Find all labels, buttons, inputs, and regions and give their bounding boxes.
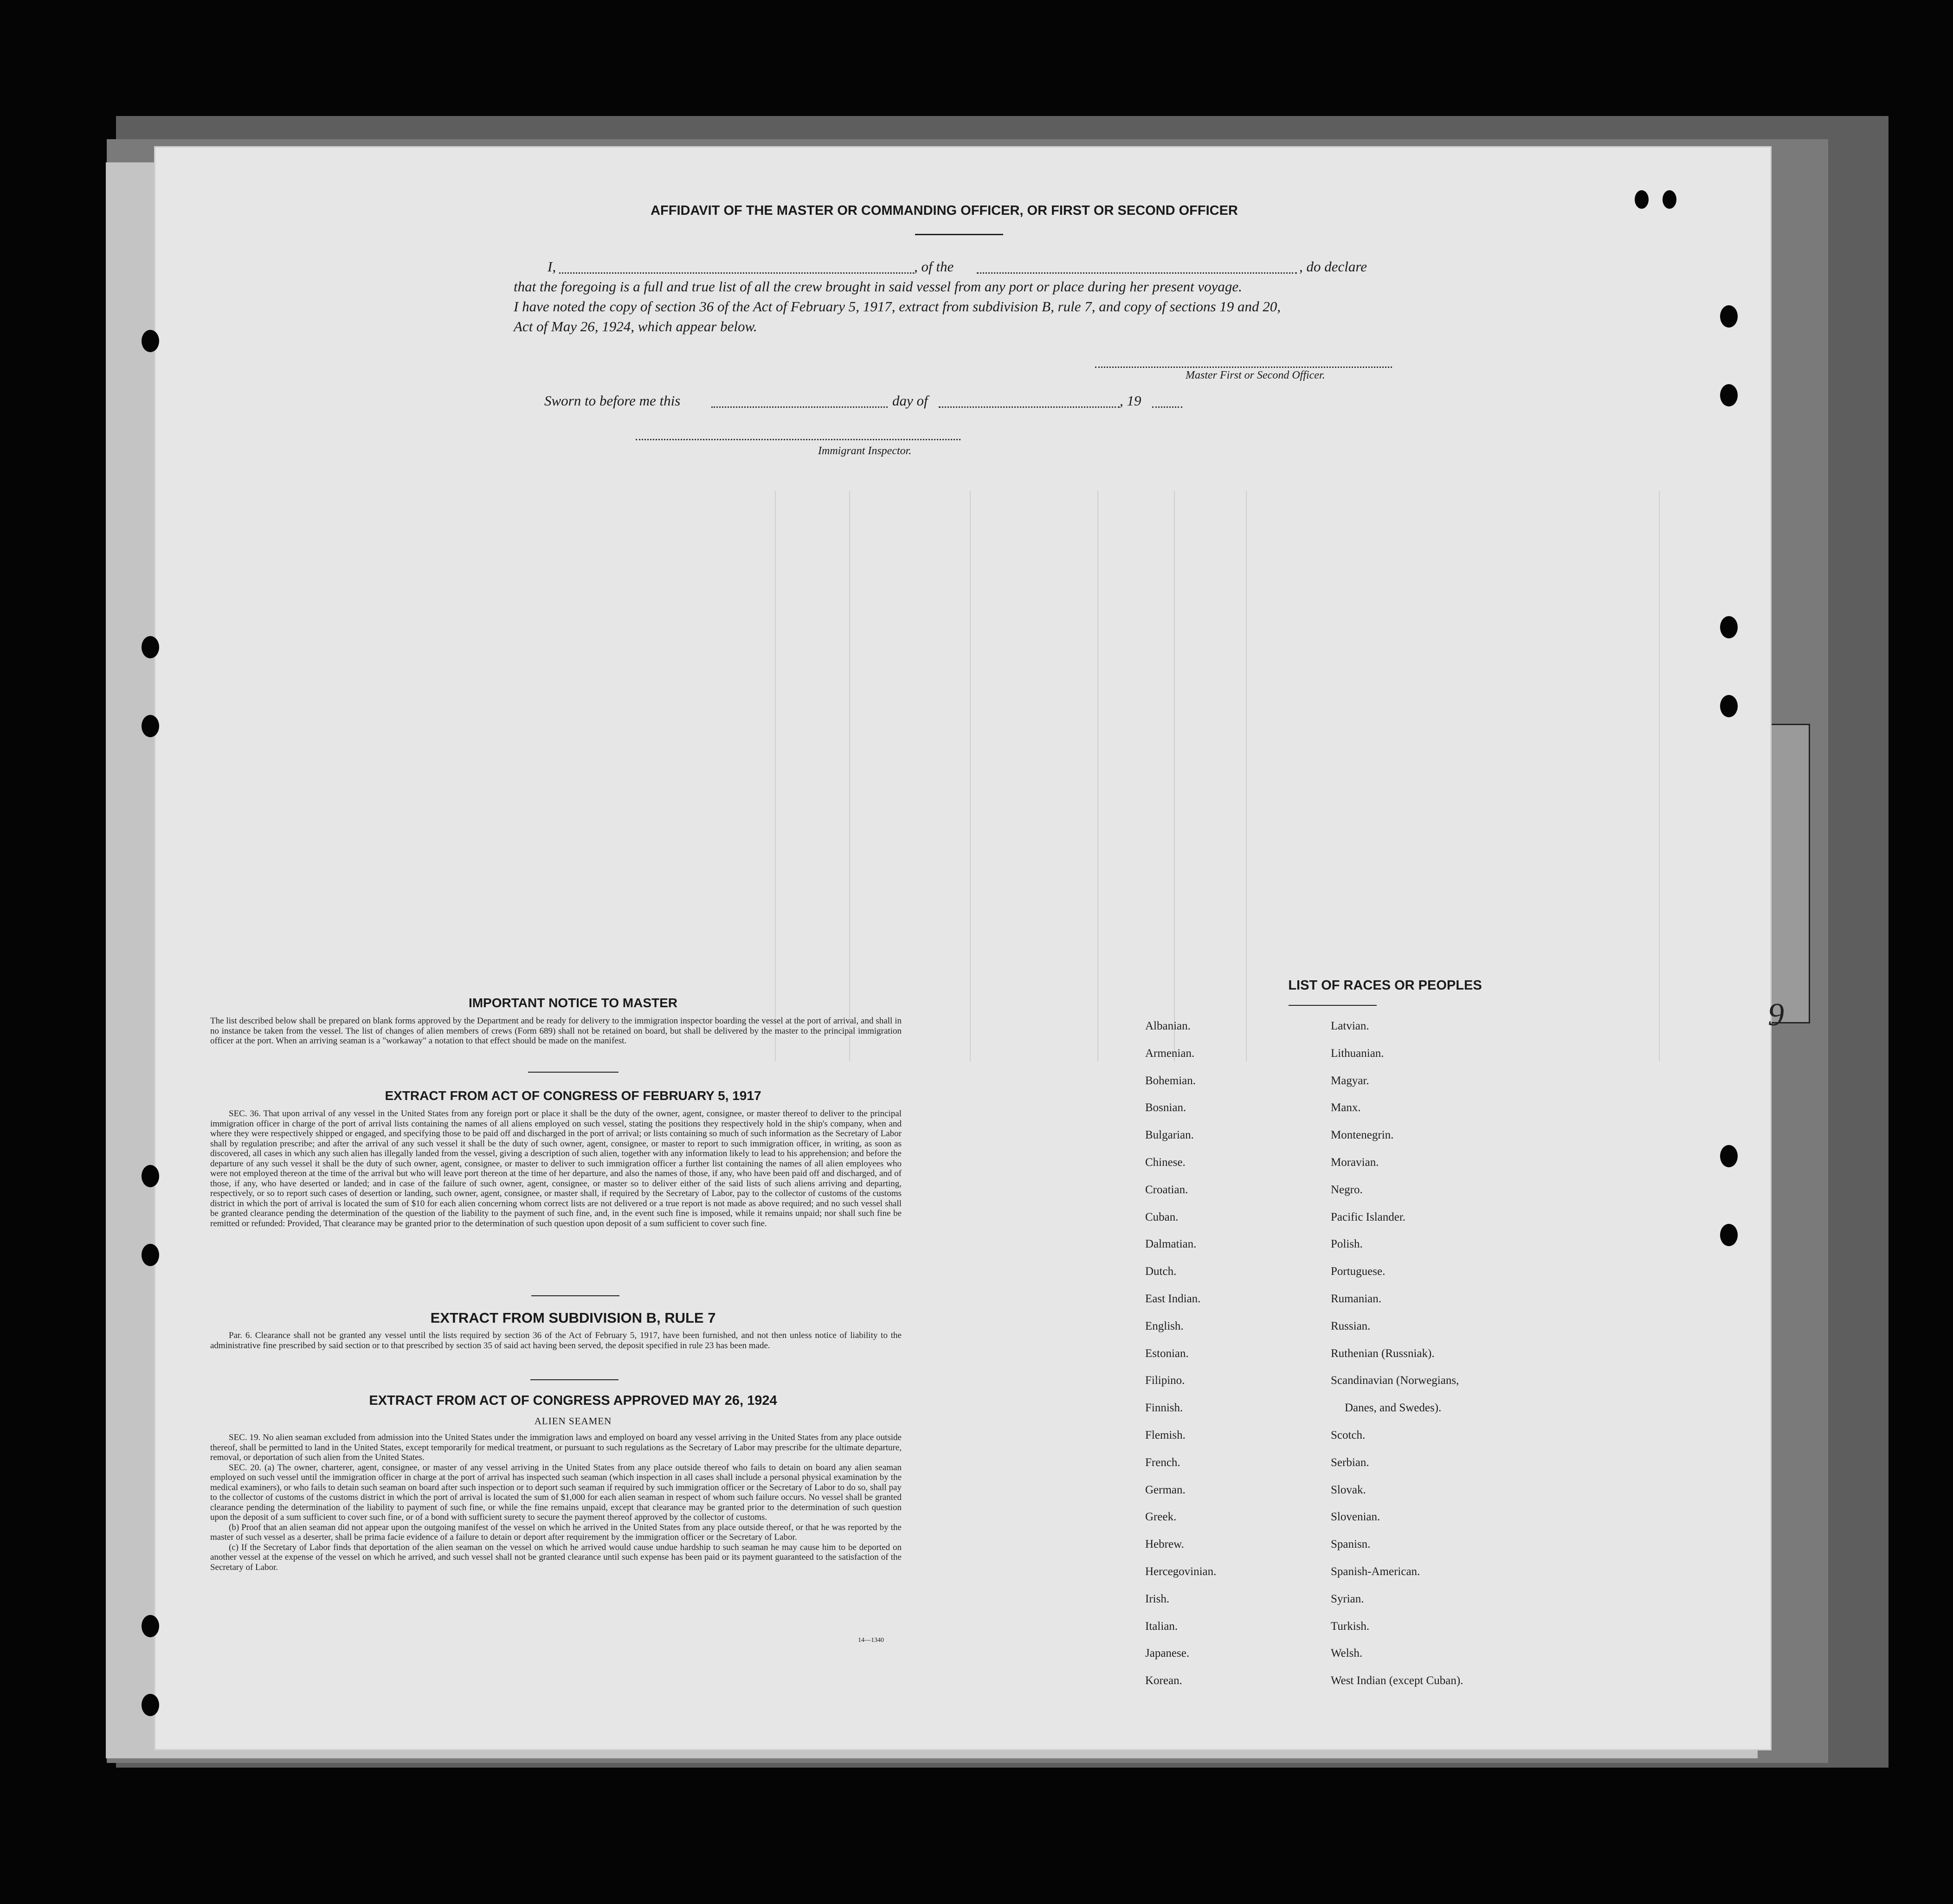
punch-hole <box>142 636 159 658</box>
race-item: Armenian. <box>1145 1047 1195 1060</box>
punch-hole <box>1635 190 1649 209</box>
race-item: Albanian. <box>1145 1020 1191 1032</box>
sworn-day-field[interactable] <box>711 392 888 408</box>
section-rule <box>528 1072 619 1073</box>
race-item: Spanisn. <box>1331 1538 1371 1551</box>
punch-hole <box>1720 1145 1738 1167</box>
notice-title: IMPORTANT NOTICE TO MASTER <box>468 996 678 1010</box>
punch-hole <box>142 330 159 352</box>
race-item: Dalmatian. <box>1145 1238 1197 1251</box>
show-through-line <box>1659 491 1660 1061</box>
race-item: Scandinavian (Norwegians, <box>1331 1374 1459 1387</box>
show-through-line <box>1174 491 1175 1061</box>
race-item: Japanese. <box>1145 1647 1190 1660</box>
sec20b-text: (b) Proof that an alien seaman did not appear upon the outgoing manifest of the vessel on which he arrived in the United States from any place outside thereof, or that he was reported by the master of such vessel as a deserter, shall be prima facie evidence of a failure to detain or deport after requirement by the immigration officer or the Secretary of Labor. <box>210 1522 902 1542</box>
sworn-label: Sworn to before me this <box>544 392 681 409</box>
extract-rule7-title: EXTRACT FROM SUBDIVISION B, RULE 7 <box>430 1310 716 1326</box>
show-through-line <box>1246 491 1247 1061</box>
of-the-label: , of the <box>914 258 954 275</box>
race-item: Greek. <box>1145 1511 1177 1524</box>
punch-hole <box>1720 1224 1738 1246</box>
race-item: Bosnian. <box>1145 1101 1186 1114</box>
section-rule <box>531 1295 619 1296</box>
sec20c-text: (c) If the Secretary of Labor finds that deportation of the alien seaman on the vessel on which he arrived would cause undue hardship to such seaman he may cause him to be deported on another vessel at the expense of the vessel on which he arrived, and such vessel shall not be granted clearance until such expense has been paid or its payment guaranteed to the satisfaction of the Secretary of Labor. <box>210 1542 902 1572</box>
races-title-rule <box>1289 1005 1377 1006</box>
race-item: Negro. <box>1331 1183 1363 1196</box>
race-item: Slovak. <box>1331 1483 1366 1496</box>
affidavit-title: AFFIDAVIT OF THE MASTER OR COMMANDING OFFICER, OR FIRST OR SECOND OFFICER <box>651 203 1238 218</box>
race-item: English. <box>1145 1319 1184 1332</box>
show-through-line <box>775 491 776 1061</box>
race-item: Filipino. <box>1145 1374 1185 1387</box>
sworn-month-field[interactable] <box>939 392 1120 408</box>
day-of-label: day of <box>892 392 928 409</box>
inspector-caption: Immigrant Inspector. <box>818 445 912 457</box>
affidavit-line2: that the foregoing is a full and true list of all the crew brought in said vessel from any port or place during her present voyage. <box>514 278 1242 295</box>
master-signature-line[interactable] <box>1095 362 1392 368</box>
race-item: Russian. <box>1331 1319 1371 1332</box>
extract-1924-subtitle: ALIEN SEAMEN <box>534 1415 612 1427</box>
race-item: Magyar. <box>1331 1074 1369 1087</box>
race-item: Lithuanian. <box>1331 1047 1384 1060</box>
punch-hole <box>1720 695 1738 717</box>
race-item: Polish. <box>1331 1238 1363 1251</box>
race-item: East Indian. <box>1145 1293 1201 1305</box>
affidavit-line3: I have noted the copy of section 36 of the Act of February 5, 1917, extract from subdivision B, rule 7, and copy of sections 19 and 20, <box>514 298 1281 315</box>
race-item: Scotch. <box>1331 1429 1366 1441</box>
race-item: Danes, and Swedes). <box>1345 1402 1442 1415</box>
race-item: Cuban. <box>1145 1210 1179 1223</box>
race-item: Hercegovinian. <box>1145 1565 1217 1578</box>
handwritten-mark: 9 <box>1768 997 1784 1033</box>
race-item: Bulgarian. <box>1145 1129 1194 1142</box>
extract-1924-title: EXTRACT FROM ACT OF CONGRESS APPROVED MAY 26, 1924 <box>369 1393 777 1408</box>
race-item: Pacific Islander. <box>1331 1210 1406 1223</box>
race-item: Syrian. <box>1331 1592 1364 1605</box>
show-through-line <box>849 491 850 1061</box>
do-declare-label: , do declare <box>1299 258 1367 275</box>
race-item: Flemish. <box>1145 1429 1186 1441</box>
vessel-field[interactable] <box>977 258 1297 274</box>
race-item: Irish. <box>1145 1592 1170 1605</box>
races-title: LIST OF RACES OR PEOPLES <box>1288 978 1482 993</box>
race-item: Croatian. <box>1145 1183 1188 1196</box>
race-item: Spanish-American. <box>1331 1565 1420 1578</box>
race-item: German. <box>1145 1483 1186 1496</box>
name-field[interactable] <box>559 258 914 274</box>
race-item: Korean. <box>1145 1674 1182 1687</box>
race-item: Dutch. <box>1145 1265 1177 1278</box>
affidavit-line1 <box>548 258 1420 275</box>
race-item: Portuguese. <box>1331 1265 1386 1278</box>
punch-hole <box>1663 190 1676 209</box>
race-item: Latvian. <box>1331 1020 1369 1032</box>
race-item: Finnish. <box>1145 1402 1183 1415</box>
extract-1924-body <box>210 1433 902 1572</box>
race-item: Welsh. <box>1331 1647 1363 1660</box>
sec20a-text: SEC. 20. (a) The owner, charterer, agent, consignee, or master of any vessel arriving in the United States from any place outside thereof who fails to detain on board any alien seaman employed on such vessel until the immigration officer in charge at the port of arrival has inspected such seaman (which inspection in all cases shall include a personal physical examination by the medical examiners), or who fails to detain such seaman on board after such inspection or to deport such seaman if required by such immigration officer or the Secretary of Labor to do so, shall pay to the collector of customs of the customs district in which the port of arrival is located the sum of $1,000 for each alien seaman in respect of whom such failure occurs. No vessel shall be granted clearance pending the determination of the liability to payment of such fine, or while the fine remains unpaid, except that clearance may be granted prior to the determination of such question upon the deposit of a sum sufficient to cover such fine, or of a bond with sufficient surety to secure the payment thereof approved by the collector of customs. <box>210 1462 902 1522</box>
race-item: Bohemian. <box>1145 1074 1196 1087</box>
year-label: , 19 <box>1120 392 1141 409</box>
race-item: Serbian. <box>1331 1456 1369 1469</box>
sec19-text: SEC. 19. No alien seaman excluded from admission into the United States under the immigration laws and employed on board any vessel arriving in the United States from any place outside thereof, shall be permitted to land in the United States, except temporarily for medical treatment, or pursuant to such regulations as the Secretary of Labor may prescribe for the ultimate departure, removal, or deportation of such alien from the United States. <box>210 1433 902 1462</box>
side-stamp-tab <box>1770 724 1810 1023</box>
section-rule <box>530 1379 619 1380</box>
master-caption: Master First or Second Officer. <box>1186 369 1325 381</box>
race-item: Estonian. <box>1145 1347 1189 1360</box>
punch-hole <box>1720 305 1738 328</box>
inspector-signature-line[interactable] <box>636 434 960 440</box>
punch-hole <box>142 1615 159 1637</box>
punch-hole <box>142 715 159 737</box>
race-item: Hebrew. <box>1145 1538 1184 1551</box>
race-item: French. <box>1145 1456 1180 1469</box>
extract-1917-text: SEC. 36. That upon arrival of any vessel in the United States from any foreign port or place it shall be the duty of the owner, agent, consignee, or master thereof to deliver to the principal immigration officer in charge of the port of arrival lists containing the names of all aliens employed on such vessel, stating the positions they respectively hold in the ship's company, when and where they were respectively shipped or engaged, and specifying those to be paid off and discharged in the port of arrival; or lists containing so much of such information as the Secretary of Labor shall by regulation prescribe; and after the arrival of any such vessel it shall be the duty of such owner, agent, consignee, or master to report to such immigration officer, in writing, as soon as discovered, all cases in which any such alien has illegally landed from the vessel, giving a description of such alien, together with any information likely to lead to his apprehension; and before the departure of any such vessel it shall be the duty of such owner, agent, consignee, or master to deliver to such immigration officer a further list containing the names of all alien employees who were not employed thereon at the time of the arrival but who will leave port thereon at the time of her departure, and also the names of those, if any, who have been paid off and discharged, and of those, if any, who have deserted or landed; and in case of the failure of such owner, agent, consignee, or master so to deliver either of the said lists of such aliens arriving and departing, respectively, or so to report such cases of desertion or landing, such owner, agent, consignee, or master shall, if required by the Secretary of Labor, pay to the collector of customs of the customs district in which the port of arrival is located the sum of $10 for each alien concerning whom correct lists are not delivered or a true report is not made as above required; and no such vessel shall be granted clearance pending the determination of the question of the liability to the payment of such fine, and, in the event such fine is imposed, while it remains unpaid; nor shall such fine be remitted or refunded: Provided, That clearance may be granted prior to the determination of such question upon deposit of a sum sufficient to cover such fine. <box>210 1109 902 1229</box>
race-item: Italian. <box>1145 1620 1178 1633</box>
punch-hole <box>142 1694 159 1716</box>
race-item: Slovenian. <box>1331 1511 1380 1524</box>
punch-hole <box>142 1244 159 1266</box>
extract-1917-title: EXTRACT FROM ACT OF CONGRESS OF FEBRUARY 5, 1917 <box>385 1088 761 1103</box>
affidavit-line4: Act of May 26, 1924, which appear below. <box>514 318 757 334</box>
extract-rule7-text: Par. 6. Clearance shall not be granted any vessel until the lists required by section 36 of the Act of February 5, 1917, have been furnished, and not then unless notice of liability to the administrative fine prescribed by said section or to that prescribed by section 35 of said act having been served, the deposit specified in rule 23 has been made. <box>210 1331 902 1351</box>
i-label: I, <box>548 258 556 275</box>
sworn-line <box>544 392 1379 409</box>
race-item: Montenegrin. <box>1331 1129 1394 1142</box>
race-item: Ruthenian (Russniak). <box>1331 1347 1435 1360</box>
race-item: Rumanian. <box>1331 1293 1382 1305</box>
race-item: West Indian (except Cuban). <box>1331 1674 1463 1687</box>
affidavit-sheet <box>155 148 1784 1749</box>
punch-hole <box>1720 384 1738 406</box>
race-item: Chinese. <box>1145 1156 1186 1169</box>
punch-hole <box>142 1165 159 1187</box>
race-item: Moravian. <box>1331 1156 1379 1169</box>
sworn-year-field[interactable] <box>1152 392 1182 408</box>
title-rule <box>915 234 1003 235</box>
race-item: Manx. <box>1331 1101 1361 1114</box>
show-through-line <box>970 491 971 1061</box>
race-item: Turkish. <box>1331 1620 1370 1633</box>
notice-text: The list described below shall be prepared on blank forms approved by the Department and be ready for delivery to the immigration inspector boarding the vessel at the port of arrival, and shall in no instance be taken from the vessel. The list of changes of alien members of crews (Form 689) shall not be retained on board, but shall be delivered by the master to the principal immigration officer at the port. When an arriving seaman is a "workaway" a notation to that effect should be made on the manifest. <box>210 1016 902 1046</box>
show-through-line <box>1097 491 1098 1061</box>
punch-hole <box>1720 616 1738 638</box>
form-number: 14—1340 <box>858 1637 884 1644</box>
